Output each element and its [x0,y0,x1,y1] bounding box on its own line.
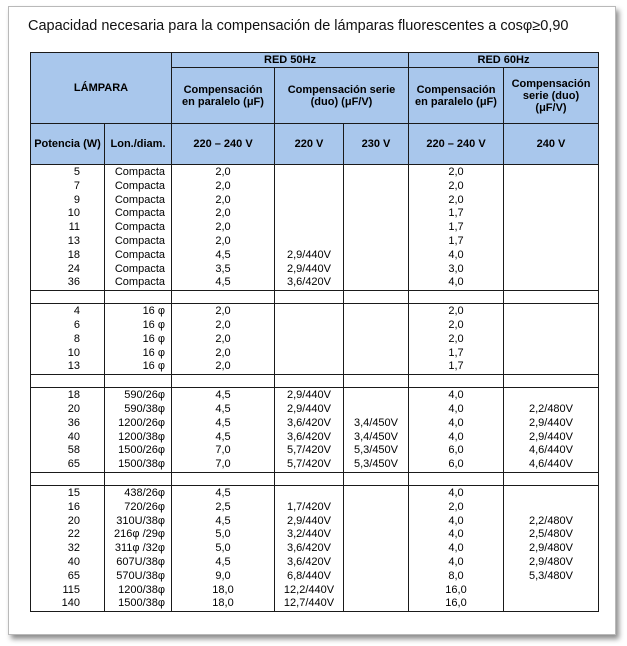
cell-lon-diam: 1200/38φ [118,430,165,443]
cell-lon-diam: Compacta [114,276,165,289]
header-red-50hz: RED 50Hz [172,53,409,68]
column-serie-220 [275,165,344,291]
cell-paralelo-60: 4,0 [448,486,464,499]
column-potencia [31,485,105,611]
cell-serie-240 [504,360,598,374]
cell-serie-240 [504,347,598,361]
cell-serie-230 [344,207,408,221]
cell-serie-230 [344,528,408,542]
header-comp-serie-50: Compensación serie (duo) (μF/V) [275,68,409,124]
cell-potencia: 13 [67,360,80,373]
cell-serie-230 [344,276,408,290]
header-potencia: Potencia (W) [31,124,105,165]
cell-serie-240: 4,6/440V [528,458,574,471]
cell-paralelo-50: 2,0 [215,318,231,331]
cell-paralelo-60: 2,0 [448,318,464,331]
cell-serie-230 [344,403,408,417]
cell-potencia: 58 [67,444,80,457]
header-red-60hz: RED 60Hz [409,53,599,68]
cell-paralelo-50: 4,5 [215,430,231,443]
cell-serie-230 [344,347,408,361]
page-title: Capacidad necesaria para la compensación de lámparas fluorescentes a cosφ≥0,90 [28,18,569,34]
cell-serie-240 [504,166,598,180]
cell-serie-240 [504,501,598,515]
cell-serie-240 [504,276,598,290]
cell-serie-230 [344,584,408,598]
cell-serie-230 [344,249,408,263]
cell-serie-220 [275,487,343,501]
header-comp-paralelo-50: Compensación en paralelo (μF) [172,68,275,124]
cell-serie-220: 3,6/420V [286,555,332,568]
cell-potencia: 18 [67,248,80,261]
header-voltage-220: 220 V [275,124,344,165]
column-serie-240 [504,485,599,611]
cell-paralelo-50: 5,0 [215,542,231,555]
column-paralelo-50 [172,165,275,291]
cell-serie-240 [504,333,598,347]
cell-paralelo-60: 4,0 [448,555,464,568]
cell-serie-220 [275,194,343,208]
cell-serie-220: 6,8/440V [286,569,332,582]
cell-serie-220: 3,6/420V [286,416,332,429]
column-serie-240 [504,388,599,473]
cell-potencia: 36 [67,416,80,429]
cell-paralelo-50: 4,5 [215,514,231,527]
cell-paralelo-60: 1,7 [448,221,464,234]
cell-potencia: 4 [73,305,80,318]
cell-serie-230 [344,389,408,403]
cell-lon-diam: Compacta [114,248,165,261]
cell-serie-240: 2,2/480V [528,402,574,415]
column-lon-diam [105,388,172,473]
cell-paralelo-60: 1,7 [448,346,464,359]
column-serie-230 [344,485,409,611]
cell-lon-diam: Compacta [114,207,165,220]
cell-serie-230: 3,4/450V [353,430,399,443]
cell-potencia: 22 [67,528,80,541]
cell-serie-230 [344,235,408,249]
cell-paralelo-60: 6,0 [448,458,464,471]
cell-paralelo-50: 2,0 [215,234,231,247]
cell-serie-230: 5,3/450V [353,444,399,457]
compensation-table [30,52,599,612]
cell-paralelo-60: 4,0 [448,528,464,541]
table-group [31,388,599,473]
cell-serie-220: 2,9/440V [286,389,332,402]
cell-potencia: 40 [67,555,80,568]
cell-lon-diam: 607U/38φ [116,555,165,568]
cell-lon-diam: 1500/38φ [118,597,165,610]
cell-lon-diam: 438/26φ [124,486,165,499]
cell-potencia: 24 [67,262,80,275]
column-serie-230 [344,388,409,473]
cell-paralelo-60: 2,0 [448,305,464,318]
cell-serie-220: 3,6/420V [286,276,332,289]
cell-serie-220: 3,6/420V [286,430,332,443]
cell-serie-220: 2,9/440V [286,262,332,275]
cell-serie-240 [504,263,598,277]
cell-serie-240: 2,9/440V [528,416,574,429]
column-paralelo-50 [172,485,275,611]
group-separator [31,291,599,304]
cell-lon-diam: 16 φ [142,332,165,345]
cell-paralelo-50: 5,0 [215,528,231,541]
cell-lon-diam: 216φ /29φ [114,528,165,541]
cell-serie-240: 2,5/480V [528,528,574,541]
cell-serie-220: 5,7/420V [286,458,332,471]
cell-potencia: 7 [73,179,80,192]
cell-lon-diam: 16 φ [142,318,165,331]
cell-paralelo-60: 16,0 [445,597,467,610]
cell-paralelo-60: 6,0 [448,444,464,457]
header-comp-paralelo-60: Compensación en paralelo (μF) [409,68,504,124]
cell-lon-diam: 590/26φ [124,389,165,402]
cell-paralelo-50: 2,0 [215,207,231,220]
cell-lon-diam: 1200/38φ [118,583,165,596]
header-voltage-220-240-60: 220 – 240 V [409,124,504,165]
cell-potencia: 18 [67,389,80,402]
column-paralelo-50 [172,304,275,375]
cell-paralelo-60: 1,7 [448,207,464,220]
cell-potencia: 65 [67,569,80,582]
cell-serie-240: 2,2/480V [528,514,574,527]
cell-serie-240: 4,6/440V [528,444,574,457]
cell-lon-diam: 16 φ [142,360,165,373]
cell-serie-240: 2,9/480V [528,555,574,568]
cell-serie-220: 2,9/440V [286,402,332,415]
cell-paralelo-60: 4,0 [448,389,464,402]
column-paralelo-60 [409,388,504,473]
cell-potencia: 15 [67,486,80,499]
cell-serie-230 [344,556,408,570]
cell-serie-220 [275,333,343,347]
cell-potencia: 32 [67,542,80,555]
cell-potencia: 9 [73,193,80,206]
cell-paralelo-60: 4,0 [448,542,464,555]
cell-potencia: 140 [61,597,80,610]
column-serie-220 [275,388,344,473]
cell-serie-230 [344,263,408,277]
header-comp-serie-60: Compensación serie (duo) (μF/V) [504,68,599,124]
cell-lon-diam: 1500/26φ [118,444,165,457]
cell-paralelo-60: 2,0 [448,179,464,192]
cell-potencia: 36 [67,276,80,289]
cell-potencia: 10 [67,207,80,220]
cell-paralelo-50: 2,0 [215,346,231,359]
cell-lon-diam: 1200/26φ [118,416,165,429]
cell-serie-230 [344,305,408,319]
cell-paralelo-50: 2,5 [215,500,231,513]
cell-potencia: 5 [73,166,80,178]
header-voltage-230: 230 V [344,124,409,165]
cell-serie-240 [504,207,598,221]
cell-serie-220: 2,9/440V [286,514,332,527]
cell-serie-230: 3,4/450V [353,416,399,429]
header-lon-diam: Lon./diam. [105,124,172,165]
cell-serie-240 [504,597,598,611]
cell-serie-230 [344,360,408,374]
cell-lon-diam: Compacta [114,179,165,192]
cell-paralelo-50: 4,5 [215,416,231,429]
column-serie-240 [504,304,599,375]
cell-paralelo-60: 4,0 [448,276,464,289]
cell-lon-diam: Compacta [114,234,165,247]
cell-potencia: 10 [67,346,80,359]
cell-potencia: 16 [67,500,80,513]
cell-serie-220: 12,2/440V [283,583,335,596]
cell-serie-240 [504,487,598,501]
table-group [31,304,599,375]
cell-serie-240 [504,389,598,403]
group-separator [31,375,599,388]
cell-serie-240: 5,3/480V [528,569,574,582]
cell-serie-230 [344,194,408,208]
column-serie-220 [275,304,344,375]
cell-lon-diam: 311φ /32φ [114,542,165,555]
cell-lon-diam: 590/38φ [124,402,165,415]
cell-paralelo-60: 4,0 [448,514,464,527]
cell-paralelo-50: 4,5 [215,248,231,261]
cell-serie-240 [504,194,598,208]
cell-lon-diam: 1500/38φ [118,458,165,471]
cell-serie-230 [344,542,408,556]
cell-paralelo-60: 2,0 [448,500,464,513]
column-lon-diam [105,485,172,611]
column-potencia [31,388,105,473]
cell-serie-240: 2,9/480V [528,542,574,555]
cell-paralelo-50: 4,5 [215,389,231,402]
cell-paralelo-60: 4,0 [448,416,464,429]
column-paralelo-60 [409,485,504,611]
cell-serie-230 [344,180,408,194]
cell-serie-230: 5,3/450V [353,458,399,471]
cell-lon-diam: Compacta [114,262,165,275]
cell-paralelo-60: 1,7 [448,234,464,247]
cell-serie-240 [504,221,598,235]
column-serie-230 [344,165,409,291]
cell-potencia: 65 [67,458,80,471]
cell-paralelo-50: 4,5 [215,555,231,568]
cell-paralelo-60: 2,0 [448,193,464,206]
cell-lon-diam: Compacta [114,193,165,206]
cell-paralelo-50: 4,5 [215,276,231,289]
cell-potencia: 115 [62,583,80,596]
cell-serie-240 [504,235,598,249]
cell-paralelo-60: 2,0 [448,166,464,178]
cell-serie-230 [344,333,408,347]
cell-paralelo-60: 4,0 [448,402,464,415]
cell-serie-220: 2,9/440V [286,248,332,261]
cell-serie-220 [275,347,343,361]
cell-potencia: 6 [73,318,80,331]
column-paralelo-50 [172,388,275,473]
cell-serie-220 [275,360,343,374]
cell-paralelo-50: 2,0 [215,166,231,178]
header-voltage-240: 240 V [504,124,599,165]
cell-potencia: 8 [73,332,80,345]
cell-potencia: 20 [67,514,80,527]
cell-serie-220 [275,221,343,235]
header-voltage-220-240-50: 220 – 240 V [172,124,275,165]
cell-paralelo-50: 2,0 [215,193,231,206]
cell-potencia: 20 [67,402,80,415]
cell-serie-220: 5,7/420V [286,444,332,457]
cell-lon-diam: 310U/38φ [116,514,165,527]
column-paralelo-60 [409,165,504,291]
cell-paralelo-50: 18,0 [212,597,234,610]
column-lon-diam [105,304,172,375]
cell-serie-240 [504,584,598,598]
cell-paralelo-50: 7,0 [215,458,231,471]
cell-paralelo-50: 2,0 [215,360,231,373]
cell-paralelo-50: 4,5 [215,402,231,415]
cell-paralelo-50: 2,0 [215,221,231,234]
column-potencia [31,304,105,375]
cell-paralelo-50: 2,0 [215,179,231,192]
cell-lon-diam: 720/26φ [124,500,165,513]
cell-lon-diam: Compacta [114,221,165,234]
header-lampara: LÁMPARA [31,53,172,124]
cell-serie-220 [275,180,343,194]
column-serie-230 [344,304,409,375]
column-potencia [31,165,105,291]
cell-potencia: 40 [67,430,80,443]
cell-paralelo-50: 3,5 [215,262,231,275]
cell-paralelo-60: 2,0 [448,332,464,345]
cell-serie-220 [275,235,343,249]
cell-potencia: 11 [68,221,80,234]
cell-serie-220 [275,305,343,319]
table-group [31,165,599,291]
cell-paralelo-50: 9,0 [215,569,231,582]
cell-potencia: 13 [67,234,80,247]
cell-paralelo-60: 8,0 [448,569,464,582]
table-group [31,485,599,611]
cell-paralelo-60: 4,0 [448,430,464,443]
cell-lon-diam: 570U/38φ [116,569,165,582]
cell-lon-diam: 16 φ [142,305,165,318]
cell-serie-220: 3,2/440V [286,528,332,541]
cell-serie-240 [504,305,598,319]
cell-paralelo-60: 3,0 [448,262,464,275]
cell-lon-diam: Compacta [114,166,165,178]
cell-serie-220: 12,7/440V [283,597,335,610]
cell-paralelo-60: 4,0 [448,248,464,261]
cell-paralelo-50: 2,0 [215,305,231,318]
cell-serie-240 [504,249,598,263]
cell-paralelo-50: 4,5 [215,486,231,499]
cell-paralelo-50: 18,0 [212,583,234,596]
cell-serie-230 [344,570,408,584]
cell-serie-230 [344,221,408,235]
cell-serie-230 [344,597,408,611]
cell-serie-230 [344,501,408,515]
cell-serie-230 [344,319,408,333]
column-serie-240 [504,165,599,291]
cell-serie-230 [344,487,408,501]
cell-serie-240: 2,9/440V [528,430,574,443]
cell-paralelo-50: 7,0 [215,444,231,457]
cell-paralelo-50: 2,0 [215,332,231,345]
cell-serie-220 [275,207,343,221]
cell-serie-230 [344,515,408,529]
column-paralelo-60 [409,304,504,375]
column-serie-220 [275,485,344,611]
cell-serie-220 [275,319,343,333]
cell-serie-240 [504,319,598,333]
cell-serie-230 [344,166,408,180]
cell-serie-220 [275,166,343,180]
cell-paralelo-60: 16,0 [445,583,467,596]
cell-serie-240 [504,180,598,194]
group-separator [31,472,599,485]
column-lon-diam [105,165,172,291]
cell-serie-220: 3,6/420V [286,542,332,555]
cell-serie-220: 1,7/420V [286,500,332,513]
cell-lon-diam: 16 φ [142,346,165,359]
cell-paralelo-60: 1,7 [448,360,464,373]
